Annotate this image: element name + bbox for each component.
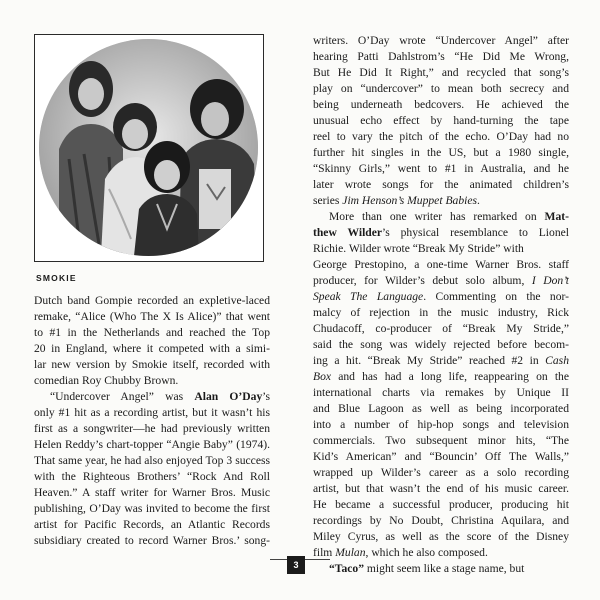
text-span: play on “undercover” to mean both secrecy and bbox=[313, 82, 569, 95]
text-line bbox=[313, 225, 569, 241]
text-line bbox=[313, 417, 569, 433]
text-span: That same year, he had also enjoyed Top 3 success bbox=[34, 454, 270, 467]
text-span: wrapped up Wilder’s career as a solo recording bbox=[313, 466, 569, 479]
text-span: artist for Pacific Records, an Atlantic Records bbox=[34, 518, 270, 531]
text-span: to #1 in the Netherlands and reached the Top bbox=[34, 326, 270, 339]
text-line bbox=[313, 81, 569, 97]
text-span: 20 in England, where it competed with a simi- bbox=[34, 342, 270, 355]
text-span: producer, for Wilder’s debut solo album, bbox=[313, 274, 532, 287]
text-line bbox=[313, 513, 569, 529]
text-line bbox=[313, 257, 569, 273]
text-span: Jim Henson’s Muppet Babies bbox=[342, 194, 477, 207]
text-line bbox=[34, 453, 270, 469]
text-span: lar new version by Smokie itself, recorded with bbox=[34, 358, 270, 371]
text-line bbox=[313, 241, 569, 257]
text-span: only #1 hit as a recording artist, but it wasn’t his bbox=[34, 406, 270, 419]
text-line bbox=[313, 129, 569, 145]
text-span: Miley Cyrus, as well as the score of the Disney bbox=[313, 530, 569, 543]
text-line bbox=[313, 113, 569, 129]
text-span: George Prestopino, a one-time Warner Bros. staff bbox=[313, 258, 569, 271]
text-span: Mat- bbox=[544, 210, 569, 223]
text-span: Cash bbox=[545, 354, 569, 367]
text-span: might seem like a stage name, but bbox=[364, 562, 525, 575]
band-photo-frame bbox=[34, 34, 264, 262]
text-span: “Taco” bbox=[329, 562, 365, 575]
text-span: first as a songwriter—he had previously written bbox=[34, 422, 270, 435]
text-span: series bbox=[313, 194, 343, 207]
text-line bbox=[34, 389, 270, 405]
text-line bbox=[313, 177, 569, 193]
text-span: Kid’s American” and “Bouncin’ Off The Walls,” bbox=[313, 450, 569, 463]
text-line bbox=[34, 405, 270, 421]
text-span: “Undercover Angel” was bbox=[50, 390, 195, 403]
text-line bbox=[313, 433, 569, 449]
text-span: . Commenting on the nor- bbox=[423, 290, 569, 303]
text-line bbox=[34, 501, 270, 517]
text-span: ’s physical resemblance to Lionel bbox=[382, 226, 569, 239]
text-span: ’s bbox=[262, 390, 270, 403]
text-line bbox=[313, 337, 569, 353]
text-span: being underneath bedcovers. He achieved the bbox=[313, 98, 569, 111]
text-line bbox=[313, 401, 569, 417]
text-line bbox=[34, 421, 270, 437]
text-line bbox=[313, 193, 569, 209]
text-span: Box bbox=[313, 370, 332, 383]
text-line bbox=[313, 145, 569, 161]
text-line bbox=[34, 373, 270, 389]
text-line bbox=[313, 353, 569, 369]
page-number: 3 bbox=[287, 556, 305, 574]
text-line bbox=[34, 469, 270, 485]
text-line bbox=[34, 533, 270, 549]
text-span: and Blue Lagoon as well as being incorporated bbox=[313, 402, 569, 415]
text-span: writers. O’Day wrote “Undercover Angel” after bbox=[313, 34, 569, 47]
text-span: . bbox=[477, 194, 480, 207]
text-span: More than one writer has remarked on bbox=[329, 210, 545, 223]
text-span: recordings by No Doubt, Christina Aquilara, and bbox=[313, 514, 569, 527]
text-line bbox=[313, 385, 569, 401]
text-line bbox=[313, 209, 569, 225]
text-line bbox=[313, 497, 569, 513]
band-photo bbox=[39, 39, 258, 256]
text-span: Speak The Language bbox=[313, 290, 424, 303]
text-span: Heaven.” A staff writer for Warner Bros. Music bbox=[34, 486, 270, 499]
text-span: Richie. Wilder wrote “Break My Stride” with bbox=[313, 242, 524, 255]
text-line bbox=[313, 561, 569, 577]
text-line bbox=[313, 305, 569, 321]
text-span: said the song was widely rejected before becom- bbox=[313, 338, 569, 351]
text-span: into a number of hip-hop songs and television bbox=[313, 418, 569, 431]
text-span: further hit singles in the US, but a 1980 single, bbox=[313, 146, 569, 159]
text-line bbox=[313, 289, 569, 305]
text-line bbox=[313, 65, 569, 81]
text-span: international charts via remakes by Unique II bbox=[313, 386, 569, 399]
text-span: commercials. Two subsequent minor hits, “The bbox=[313, 434, 569, 447]
text-line bbox=[313, 49, 569, 65]
text-span: ing a hit. “Break My Stride” reached #2 in bbox=[313, 354, 546, 367]
right-text-column bbox=[313, 33, 569, 577]
text-span: I Don’t bbox=[531, 274, 569, 287]
text-line bbox=[34, 485, 270, 501]
text-span: “Skinny Girls,” went to #1 in Australia, and he bbox=[313, 162, 569, 175]
text-line bbox=[313, 481, 569, 497]
text-span: film bbox=[313, 546, 336, 559]
text-line bbox=[313, 161, 569, 177]
text-span: thew Wilder bbox=[313, 226, 383, 239]
text-span: unusual echo effect by hand-turning the tape bbox=[313, 114, 569, 127]
text-span: Helen Reddy’s chart-topper “Angie Baby” (1974). bbox=[34, 438, 270, 451]
text-span: with the Righteous Brothers’ “Rock And Roll bbox=[34, 470, 270, 483]
text-span: remake, “Alice (Who The X Is Alice)” that went bbox=[34, 310, 270, 323]
text-line bbox=[313, 465, 569, 481]
text-line bbox=[34, 437, 270, 453]
text-line bbox=[34, 309, 270, 325]
text-span: Dutch band Gompie recorded an expletive-laced bbox=[34, 294, 270, 307]
text-span: Alan O’Day bbox=[194, 390, 263, 403]
text-line bbox=[313, 321, 569, 337]
text-line bbox=[313, 33, 569, 49]
text-span: Mulan bbox=[335, 546, 366, 559]
text-span: But He Did It Right,” and recycled that song’s bbox=[313, 66, 569, 79]
text-line bbox=[313, 545, 569, 561]
text-span: publishing, O’Day was invited to become the first bbox=[34, 502, 270, 515]
photo-caption: SMOKIE bbox=[36, 273, 77, 283]
text-line bbox=[34, 517, 270, 533]
text-span: subsidiary created to record Warner Bros.’ song- bbox=[34, 534, 270, 547]
text-line bbox=[34, 325, 270, 341]
text-line bbox=[34, 293, 270, 309]
text-span: He became a successful producer, producing hit bbox=[313, 498, 569, 511]
text-span: Chudacoff, co-producer of “Break My Stride,” bbox=[313, 322, 569, 335]
text-line bbox=[313, 529, 569, 545]
text-line bbox=[313, 97, 569, 113]
text-line bbox=[34, 341, 270, 357]
text-span: artist, but that wasn’t the end of his music career. bbox=[313, 482, 569, 495]
text-span: hearing Patti Dahlstrom’s “He Did Me Wrong, bbox=[313, 50, 569, 63]
text-line bbox=[313, 273, 569, 289]
text-span: , which he also composed. bbox=[365, 546, 488, 559]
text-line bbox=[313, 449, 569, 465]
text-span: later wrote songs for the animated children’s bbox=[313, 178, 569, 191]
left-text-column bbox=[34, 293, 270, 549]
text-line bbox=[313, 369, 569, 385]
text-span: comedian Roy Chubby Brown. bbox=[34, 374, 179, 387]
text-span: malcy of rejection in the music industry, Rick bbox=[313, 306, 569, 319]
text-span: reel to vary the pitch of the echo. O’Day had no bbox=[313, 130, 569, 143]
text-line bbox=[34, 357, 270, 373]
text-span: and has had a long life, reappearing on the bbox=[331, 370, 569, 383]
